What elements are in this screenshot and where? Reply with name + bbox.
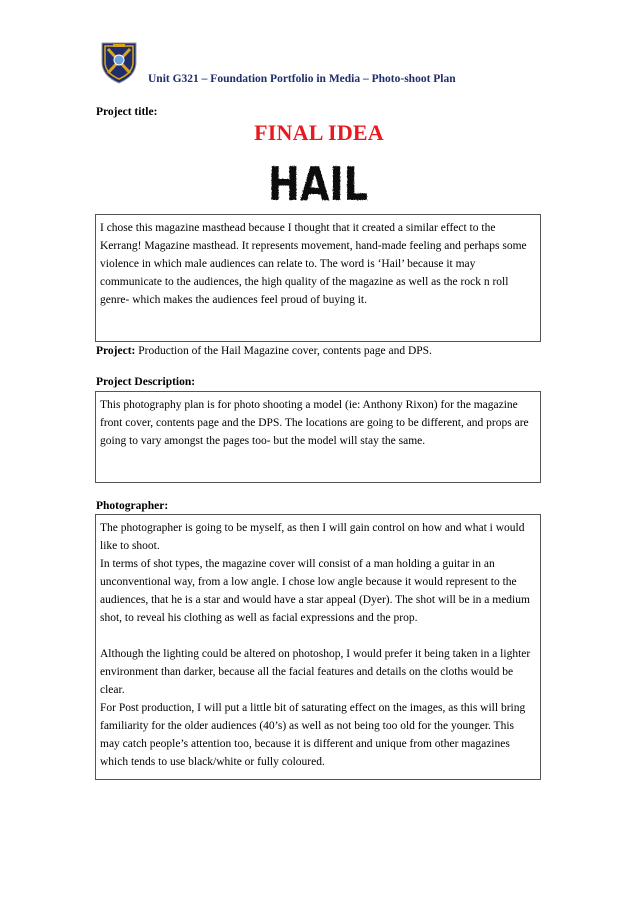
document-header-title: Unit G321 – Foundation Portfolio in Media – Photo-shoot Plan xyxy=(148,73,456,85)
project-title-label: Project title: xyxy=(96,106,158,118)
masthead-explanation-text: I chose this magazine masthead because I thought that it created a similar effect to the Kerrang! Magazine masthead. It represents movement, hand-made feeling and perhaps some violence in which male audiences can relate to. The word is ‘Hail’ because it may communicate to the audiences, the high quality of the magazine as well as the rock n roll genre- which makes the audiences feel proud of buying it. xyxy=(100,222,527,306)
paragraph-spacer xyxy=(100,627,535,645)
photographer-paragraph-4: For Post production, I will put a little bit of saturating effect on the images, as this will bring familiarity for the older audiences (40’s) as well as not being too old for the younger. This may catch people’s attention too, because it is different and unique from other magazines which tends to use black/white or fully coloured. xyxy=(100,702,526,768)
hail-masthead-logo xyxy=(266,157,370,211)
photographer-paragraph-2: In terms of shot types, the magazine cover will consist of a man holding a guitar in an unconventional way, from a low angle. I chose low angle because it would represent to the audiences, that he is a star and would have a star appeal (Dyer). The shot will be in a medium shot, to reveal his clothing as well as facial expressions and the prop. xyxy=(100,558,530,624)
school-crest-icon xyxy=(100,40,138,84)
project-description-text: This photography plan is for photo shooting a model (ie: Anthony Rixon) for the magazine front cover, contents page and the DPS. The locations are going to be different, and props are going to vary amongst the pages too- but the model will stay the same. xyxy=(100,399,529,447)
project-description-label: Project Description: xyxy=(96,376,196,388)
photographer-paragraph-3: Although the lighting could be altered on photoshop, I would prefer it being taken in a lighter environment than darker, because all the facial features and details on the cloths would be clear. xyxy=(100,648,531,696)
photographer-box xyxy=(95,514,541,780)
final-idea-heading: FINAL IDEA xyxy=(254,120,384,145)
project-value: Production of the Hail Magazine cover, contents page and DPS. xyxy=(135,345,432,357)
photographer-label: Photographer: xyxy=(96,500,169,512)
svg-text:HAIL: HAIL xyxy=(268,157,368,211)
photographer-paragraph-1: The photographer is going to be myself, as then I will gain control on how and what i would like to shoot. xyxy=(100,522,525,552)
project-label: Project: xyxy=(96,345,136,357)
project-description-box xyxy=(95,391,541,483)
masthead-explanation-box xyxy=(95,214,541,342)
project-line xyxy=(96,345,432,357)
